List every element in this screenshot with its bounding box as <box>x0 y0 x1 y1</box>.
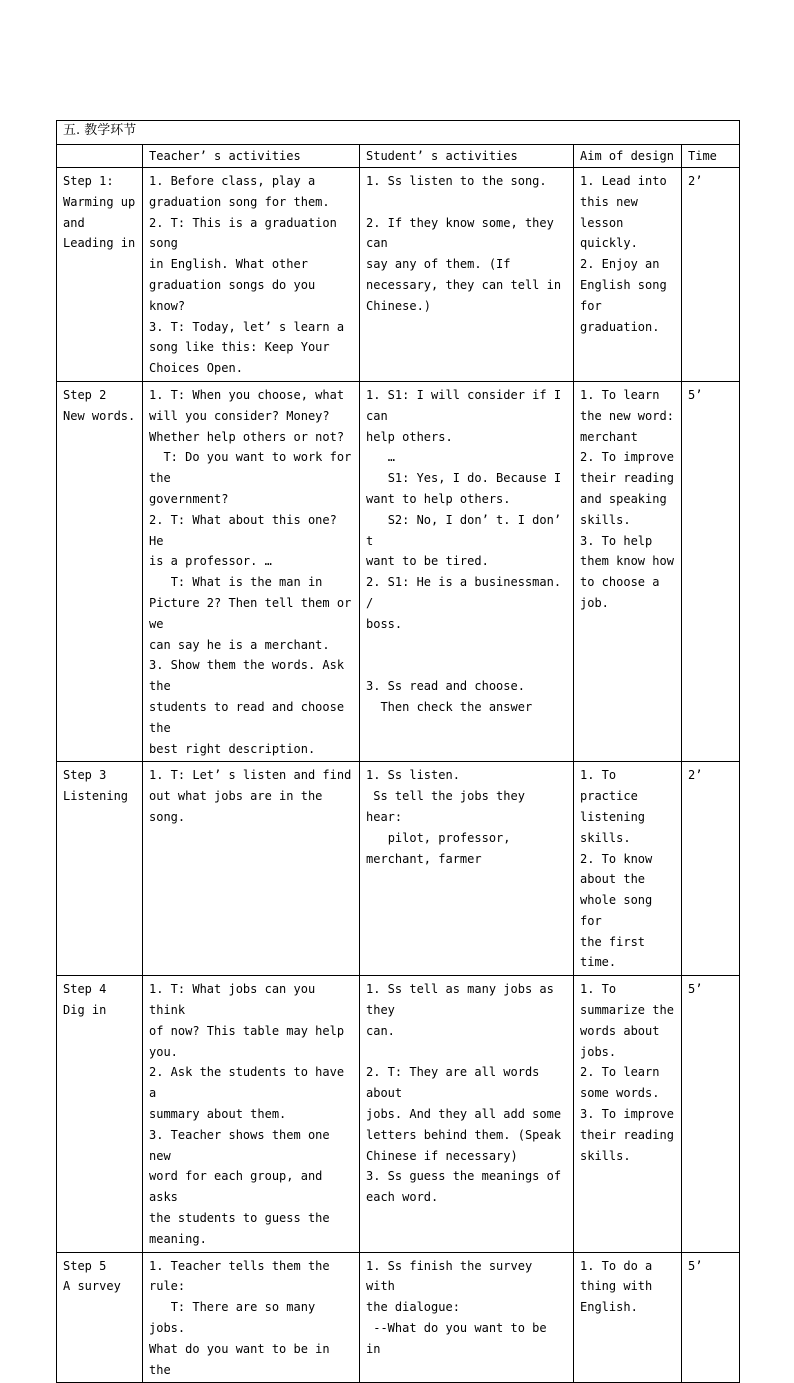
teacher-activities-cell <box>143 168 360 382</box>
cell-text-line: 1. Ss listen to the song. <box>366 174 547 188</box>
cell-text-line: meaning. <box>149 1231 207 1246</box>
cell-text-line <box>366 655 567 676</box>
aim-cell <box>574 381 682 761</box>
cell-text-line: Warming up <box>63 194 136 209</box>
teacher-activities-cell <box>143 762 360 976</box>
cell-text-line: 2. T: What about this one? He <box>149 512 345 548</box>
cell-text-line: Step 1: <box>63 174 114 188</box>
cell-text-line: S1: Yes, I do. Because I <box>366 471 562 486</box>
cell-text-line: merchant <box>580 429 638 444</box>
time-cell <box>682 976 740 1252</box>
cell-text-line: skills. <box>580 512 631 527</box>
cell-text-line: 1. Before class, play a <box>149 174 316 188</box>
cell-text-line: job. <box>580 595 609 610</box>
cell-text-line <box>366 635 567 656</box>
cell-text-line: quickly. <box>580 236 638 251</box>
cell-text-line: pilot, professor, <box>366 830 511 845</box>
cell-text-line: 1. To practice <box>580 768 638 804</box>
cell-text-line: say any of them. (If <box>366 257 511 272</box>
cell-text-line: Listening <box>63 789 129 804</box>
cell-text-line: about the <box>580 872 646 887</box>
cell-text-line: and <box>63 215 85 230</box>
cell-text-line: Step 5 <box>63 1258 107 1273</box>
student-activities-cell <box>360 762 574 976</box>
cell-text-line: Step 3 <box>63 768 107 783</box>
cell-text-line: want to be tired. <box>366 554 489 569</box>
cell-text-line: lesson <box>580 215 624 230</box>
cell-text-line: 3. Ss read and choose. <box>366 679 525 694</box>
cell-text-line: words about <box>580 1023 660 1038</box>
cell-text-line: --What do you want to be in <box>366 1321 554 1356</box>
cell-text-line: the new word: <box>580 408 674 423</box>
cell-text-line: summary about them. <box>149 1107 287 1122</box>
cell-text-line: 2. Enjoy an <box>580 257 660 272</box>
aim-cell <box>574 168 682 382</box>
step-cell <box>57 1252 143 1383</box>
cell-text-line <box>366 192 567 213</box>
student-activities-cell <box>360 1252 574 1383</box>
teacher-activities-cell <box>143 381 360 761</box>
cell-text-line: Leading in <box>63 236 136 251</box>
cell-text-line: Step 4 <box>63 982 107 997</box>
student-activities-cell <box>360 168 574 382</box>
cell-text-line: whole song for <box>580 893 660 928</box>
cell-text-line: 1. S1: I will consider if I can <box>366 387 569 423</box>
cell-text-line: 1. To learn <box>580 387 660 402</box>
aim-cell <box>574 1252 682 1383</box>
cell-text-line: Step 2 <box>63 387 107 402</box>
cell-text-line: want to help others. <box>366 491 511 506</box>
cell-text-line: government? <box>149 491 229 506</box>
cell-text-line: them know how <box>580 554 674 569</box>
cell-text-line: graduation song for them. <box>149 194 330 209</box>
table-row <box>57 1252 740 1383</box>
cell-text-line: 2’ <box>688 768 703 783</box>
cell-text-line: T: What is the man in <box>149 575 323 590</box>
section-title: 五. 教学环节 <box>57 121 740 145</box>
cell-text-line: … <box>366 450 395 465</box>
cell-text-line: each word. <box>366 1190 439 1205</box>
cell-text-line: 1. Ss listen. <box>366 768 460 783</box>
cell-text-line: T: Do you want to work for the <box>149 450 359 486</box>
cell-text-line: is a professor. … <box>149 554 272 569</box>
cell-text-line: thing with <box>580 1279 653 1294</box>
cell-text-line: 2. S1: He is a businessman. / <box>366 575 569 610</box>
cell-text-line: Ss tell the jobs they hear: <box>366 789 533 824</box>
cell-text-line: you. <box>149 1044 178 1059</box>
cell-text-line: 2. To know <box>580 851 653 866</box>
cell-text-line: Dig in <box>63 1003 107 1018</box>
time-cell <box>682 1252 740 1383</box>
cell-text-line: help others. <box>366 429 453 444</box>
cell-text-line: 3. Teacher shows them one new <box>149 1127 337 1163</box>
cell-text-line: T: There are so many jobs. <box>149 1300 323 1336</box>
cell-text-line: 3. Ss guess the meanings of <box>366 1169 562 1184</box>
cell-text-line: 3. Show them the words. Ask the <box>149 658 352 694</box>
header-step <box>57 145 143 168</box>
cell-text-line: skills. <box>580 830 631 845</box>
cell-text-line: 1. T: What jobs can you think <box>149 982 323 1018</box>
cell-text-line: 5’ <box>688 982 703 997</box>
cell-text-line: time. <box>580 955 617 970</box>
table-row <box>57 762 740 976</box>
cell-text-line: 1. T: When you choose, what <box>149 387 345 402</box>
table-row <box>57 168 740 382</box>
step-cell <box>57 976 143 1252</box>
aim-cell <box>574 762 682 976</box>
step-cell <box>57 381 143 761</box>
header-time: Time <box>682 145 740 168</box>
cell-text-line: to choose a <box>580 575 660 590</box>
cell-text-line: 1. To do a <box>580 1258 653 1273</box>
cell-text-line: graduation. <box>580 319 660 334</box>
cell-text-line: song like this: Keep Your <box>149 340 330 355</box>
step-cell <box>57 762 143 976</box>
cell-text-line: listening <box>580 809 646 824</box>
cell-text-line: can say he is a merchant. <box>149 637 330 652</box>
table-row <box>57 381 740 761</box>
table-row <box>57 976 740 1252</box>
cell-text-line: skills. <box>580 1148 631 1163</box>
cell-text-line: of now? This table may help <box>149 1023 345 1038</box>
student-activities-cell <box>360 381 574 761</box>
header-teacher-activities: Teacher’ s activities <box>143 145 360 168</box>
cell-text-line: 5’ <box>688 1258 703 1273</box>
header-student-activities: Student’ s activities <box>360 145 574 168</box>
aim-cell <box>574 976 682 1252</box>
cell-text-line: boss. <box>366 616 403 631</box>
cell-text-line: their reading <box>580 1127 674 1142</box>
cell-text-line: 2. If they know some, they can <box>366 215 562 251</box>
cell-text-line: summarize the <box>580 1003 674 1018</box>
header-row <box>57 145 740 168</box>
cell-text-line: necessary, they can tell in <box>366 277 562 292</box>
cell-text-line <box>366 1042 567 1063</box>
cell-text-line: Chinese if necessary) <box>366 1148 518 1163</box>
cell-text-line: 1. Ss tell as many jobs as they <box>366 982 562 1018</box>
cell-text-line: S2: No, I don’ t. I don’ t <box>366 512 569 548</box>
cell-text-line: word for each group, and asks <box>149 1169 330 1205</box>
cell-text-line: Whether help others or not? <box>149 429 345 444</box>
cell-text-line: in English. What other <box>149 257 308 272</box>
cell-text-line: 2’ <box>688 174 703 188</box>
teacher-activities-cell <box>143 976 360 1252</box>
cell-text-line: A survey <box>63 1279 121 1294</box>
cell-text-line: 2. To improve <box>580 450 674 465</box>
cell-text-line: Chinese.) <box>366 298 432 313</box>
cell-text-line: 2. To learn <box>580 1065 660 1080</box>
cell-text-line: 2. T: This is a graduation song <box>149 215 345 251</box>
cell-text-line: 3. To help <box>580 533 653 548</box>
cell-text-line: out what jobs are in the song. <box>149 789 330 824</box>
cell-text-line: 5’ <box>688 387 703 402</box>
cell-text-line: letters behind them. (Speak <box>366 1127 562 1142</box>
cell-text-line: the students to guess the <box>149 1211 330 1226</box>
cell-text-line: 2. Ask the students to have a <box>149 1065 352 1101</box>
cell-text-line: 2. T: They are all words about <box>366 1065 547 1101</box>
cell-text-line: graduation songs do you know? <box>149 277 323 313</box>
cell-text-line: 1. Lead into <box>580 174 667 188</box>
cell-text-line: the dialogue: <box>366 1300 460 1315</box>
cell-text-line: jobs. <box>580 1044 617 1059</box>
cell-text-line: best right description. <box>149 741 316 756</box>
cell-text-line: can. <box>366 1023 395 1038</box>
cell-text-line: and speaking <box>580 491 667 506</box>
cell-text-line: some words. <box>580 1086 660 1101</box>
section-title-row <box>57 121 740 145</box>
cell-text-line: English. <box>580 1300 638 1315</box>
cell-text-line: their reading <box>580 471 674 486</box>
time-cell <box>682 168 740 382</box>
cell-text-line: What do you want to be in the <box>149 1341 337 1377</box>
cell-text-line: this new <box>580 194 638 209</box>
cell-text-line: English song <box>580 277 667 292</box>
cell-text-line: Choices Open. <box>149 361 243 376</box>
cell-text-line: the first <box>580 934 646 949</box>
time-cell <box>682 381 740 761</box>
cell-text-line: 1. T: Let’ s listen and find <box>149 768 352 783</box>
cell-text-line: 3. To improve <box>580 1107 674 1122</box>
cell-text-line: for <box>580 298 602 313</box>
cell-text-line: 1. Ss finish the survey with <box>366 1258 540 1294</box>
header-aim-of-design: Aim of design <box>574 145 682 168</box>
time-cell <box>682 762 740 976</box>
student-activities-cell <box>360 976 574 1252</box>
cell-text-line: merchant, farmer <box>366 851 482 866</box>
cell-text-line: 1. To <box>580 982 617 997</box>
cell-text-line: jobs. And they all add some <box>366 1107 562 1122</box>
teacher-activities-cell <box>143 1252 360 1383</box>
step-cell <box>57 168 143 382</box>
cell-text-line: 1. Teacher tells them the rule: <box>149 1258 337 1294</box>
cell-text-line: Picture 2? Then tell them or we <box>149 595 359 631</box>
cell-text-line: will you consider? Money? <box>149 408 330 423</box>
lesson-plan-table <box>56 120 740 1383</box>
cell-text-line: students to read and choose the <box>149 699 352 735</box>
cell-text-line: 3. T: Today, let’ s learn a <box>149 319 345 334</box>
cell-text-line: New words. <box>63 408 136 423</box>
cell-text-line: Then check the answer <box>366 699 533 714</box>
